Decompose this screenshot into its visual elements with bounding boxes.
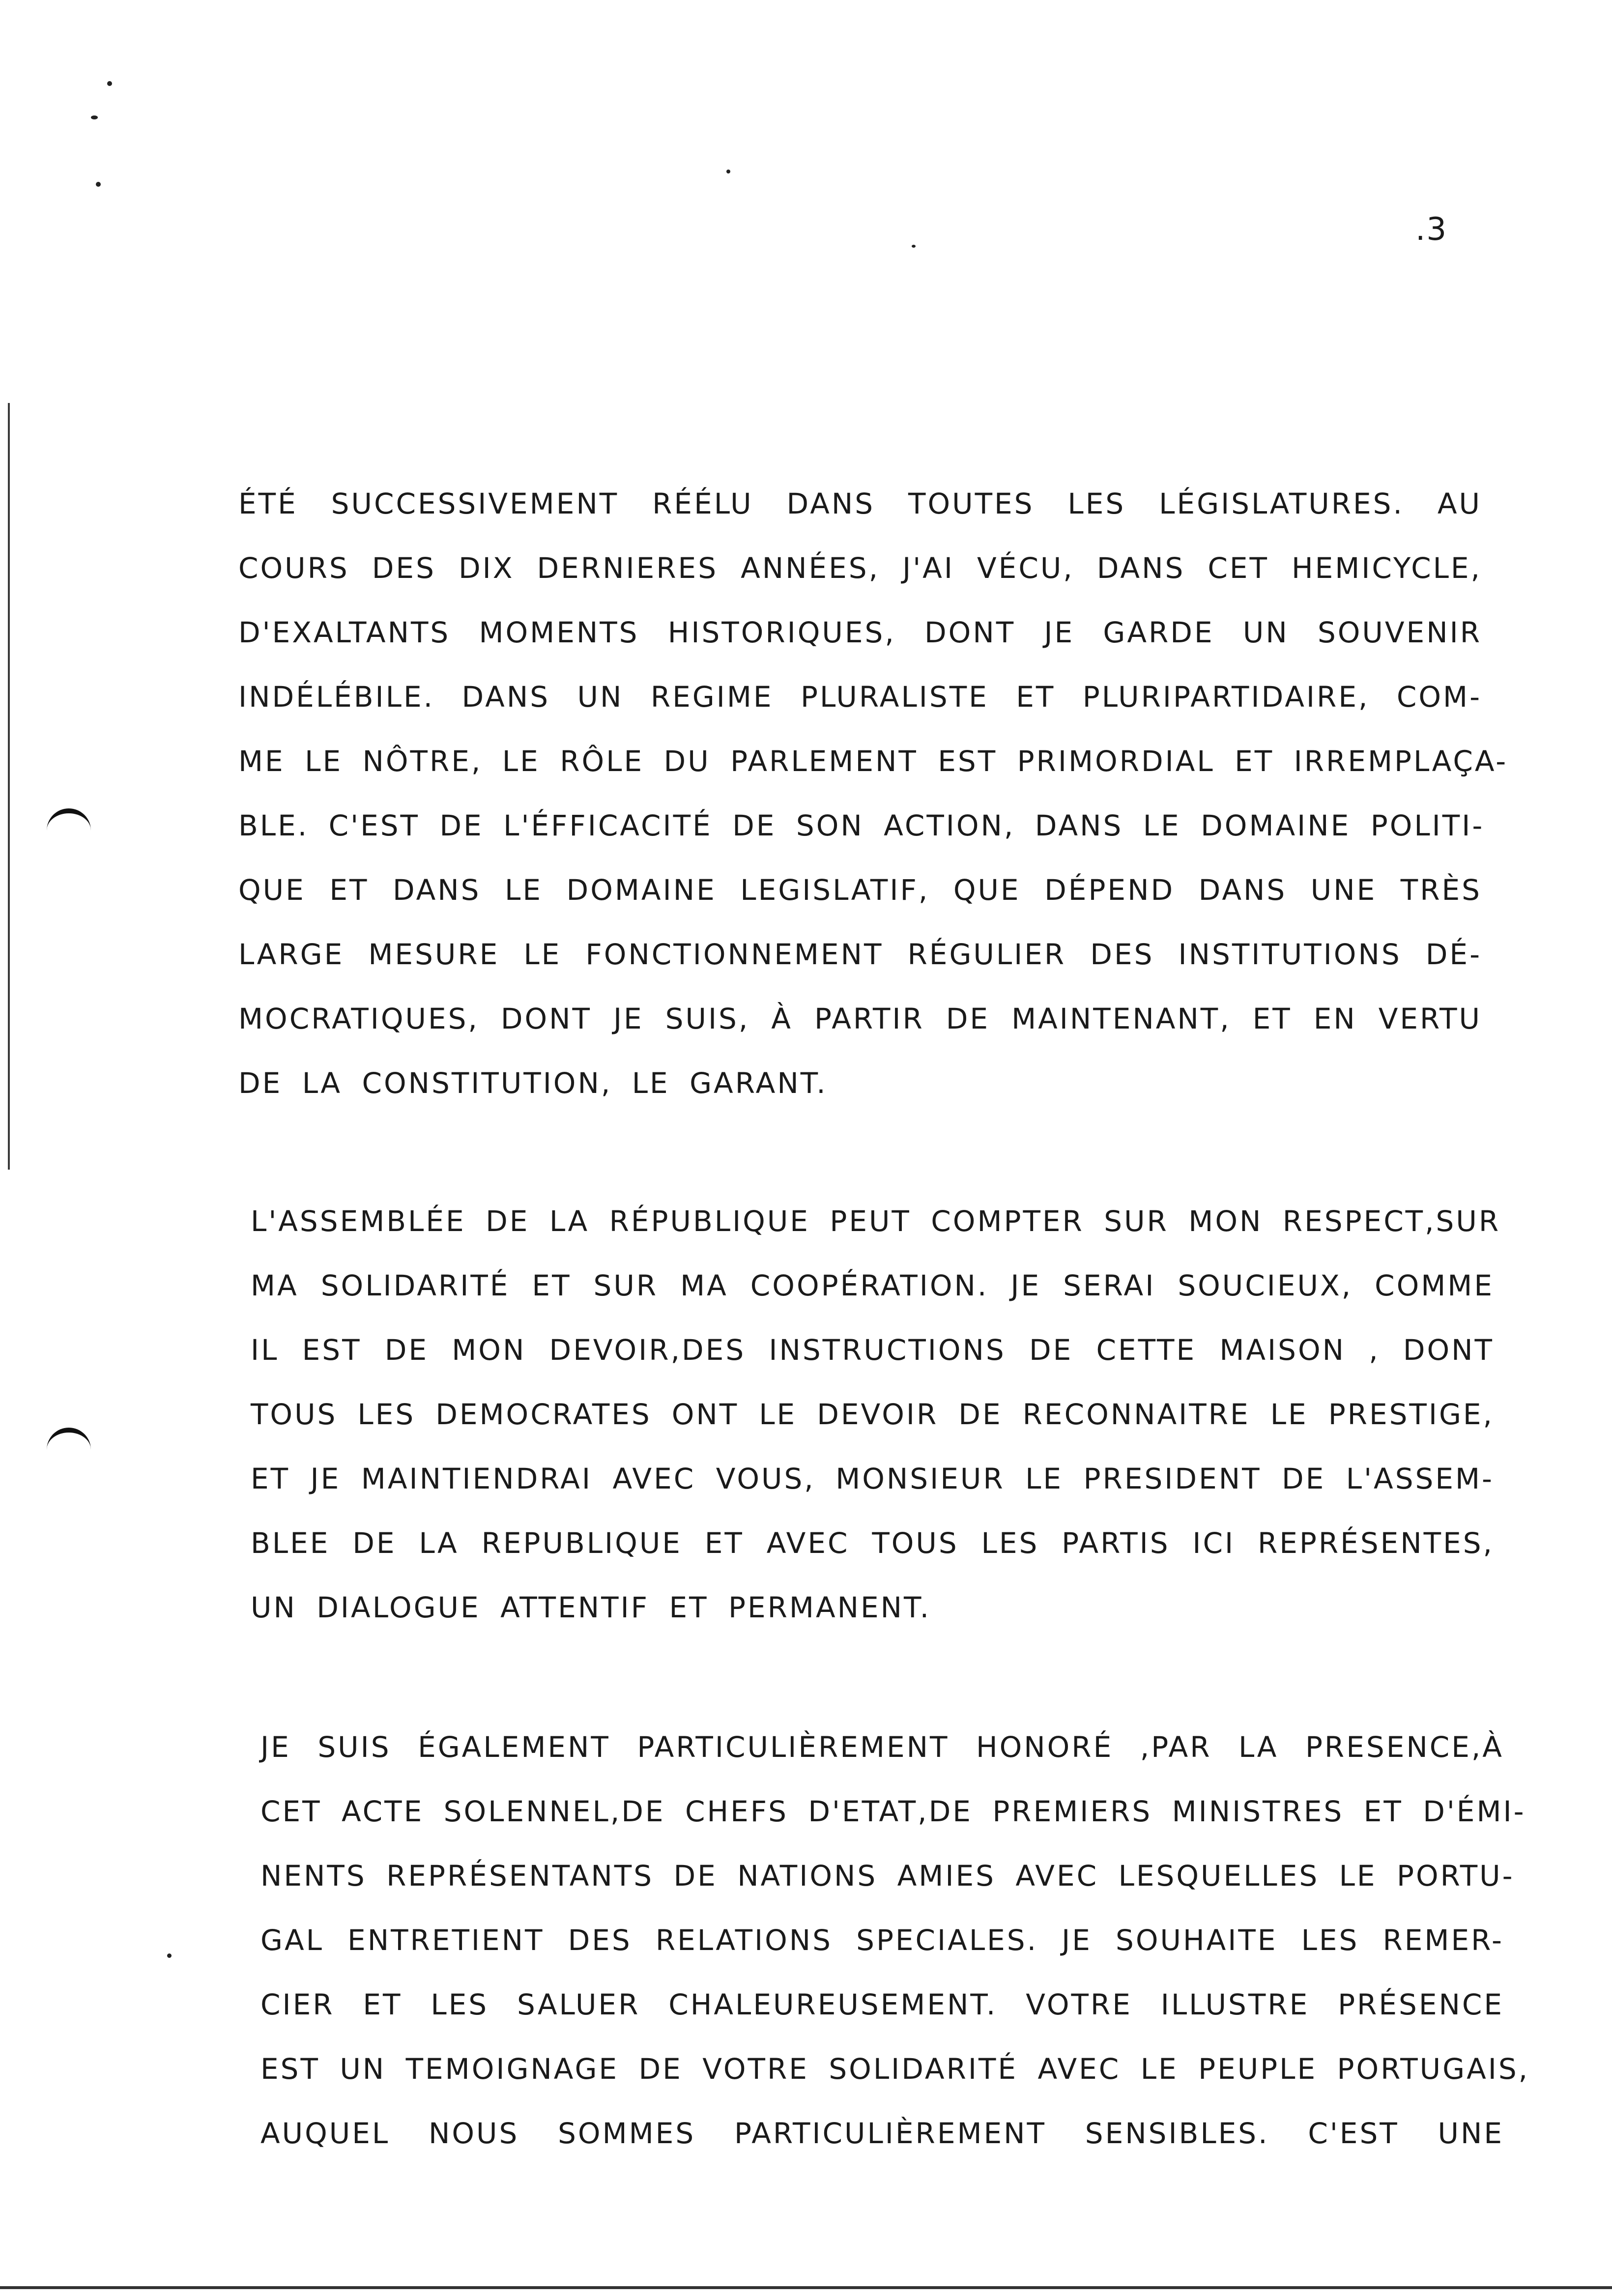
text-line: NENTS REPRÉSENTANTS DE NATIONS AMIES AVEC LESQUELLES LE PORTU-: [260, 1859, 1515, 1893]
text-line: D'EXALTANTS MOMENTS HISTORIQUES, DONT JE GARDE UN SOUVENIR: [238, 616, 1482, 649]
scan-speck: [96, 182, 101, 187]
scan-speck: [91, 115, 98, 119]
text-line: JE SUIS ÉGALEMENT PARTICULIÈREMENT HONORÉ ,PAR LA PRESENCE,À: [260, 1730, 1504, 1764]
paragraph-1: [238, 472, 1508, 1116]
text-line: CIER ET LES SALUER CHALEUREUSEMENT. VOTRE ILLUSTRE PRÉSENCE: [260, 1988, 1504, 2021]
text-line: CET ACTE SOLENNEL,DE CHEFS D'ETAT,DE PREMIERS MINISTRES ET D'ÉMI-: [260, 1795, 1526, 1828]
scan-speck: [912, 245, 916, 248]
scan-speck: [167, 1953, 172, 1958]
text-line: L'ASSEMBLÉE DE LA RÉPUBLIQUE PEUT COMPTER SUR MON RESPECT,SUR: [251, 1205, 1501, 1238]
text-line: IL EST DE MON DEVOIR,DES INSTRUCTIONS DE CETTE MAISON , DONT: [251, 1333, 1494, 1367]
text-line: MOCRATIQUES, DONT JE SUIS, À PARTIR DE MAINTENANT, ET EN VERTU: [238, 1002, 1482, 1035]
text-line: COURS DES DIX DERNIERES ANNÉES, J'AI VÉCU, DANS CET HEMICYCLE,: [238, 551, 1482, 585]
text-line: ME LE NÔTRE, LE RÔLE DU PARLEMENT EST PRIMORDIAL ET IRREMPLAÇA-: [238, 745, 1508, 778]
text-line: UN DIALOGUE ATTENTIF ET PERMANENT.: [251, 1591, 931, 1624]
punch-hole-mark: [47, 808, 91, 833]
text-line: QUE ET DANS LE DOMAINE LEGISLATIF, QUE DÉPEND DANS UNE TRÈS: [238, 873, 1482, 907]
text-line: INDÉLÉBILE. DANS UN REGIME PLURALISTE ET PLURIPARTIDAIRE, COM-: [238, 680, 1482, 714]
text-line: MA SOLIDARITÉ ET SUR MA COOPÉRATION. JE SERAI SOUCIEUX, COMME: [251, 1269, 1494, 1302]
paragraph-2: [251, 1189, 1501, 1640]
scan-speck: [107, 81, 112, 86]
text-line: ÉTÉ SUCCESSIVEMENT RÉÉLU DANS TOUTES LES LÉGISLATURES. AU: [238, 487, 1482, 520]
text-line: ET JE MAINTIENDRAI AVEC VOUS, MONSIEUR LE PRESIDENT DE L'ASSEM-: [251, 1462, 1494, 1495]
scan-speck: [726, 170, 730, 173]
paragraph-3: [260, 1715, 1530, 2166]
text-line: AUQUEL NOUS SOMMES PARTICULIÈREMENT SENSIBLES. C'EST UNE: [260, 2117, 1504, 2150]
page-bottom-edge: [0, 2286, 1612, 2289]
scan-margin-line: [8, 403, 10, 1170]
text-line: EST UN TEMOIGNAGE DE VOTRE SOLIDARITÉ AVEC LE PEUPLE PORTUGAIS,: [260, 2052, 1530, 2086]
text-line: GAL ENTRETIENT DES RELATIONS SPECIALES. JE SOUHAITE LES REMER-: [260, 1923, 1504, 1957]
text-line: LARGE MESURE LE FONCTIONNEMENT RÉGULIER DES INSTITUTIONS DÉ-: [238, 938, 1482, 971]
page-number: .3: [1415, 211, 1448, 248]
punch-hole-mark: [47, 1428, 91, 1452]
text-line: DE LA CONSTITUTION, LE GARANT.: [238, 1066, 828, 1100]
text-line: BLE. C'EST DE L'ÉFFICACITÉ DE SON ACTION, DANS LE DOMAINE POLITI-: [238, 809, 1485, 842]
text-line: TOUS LES DEMOCRATES ONT LE DEVOIR DE RECONNAITRE LE PRESTIGE,: [251, 1398, 1494, 1431]
text-line: BLEE DE LA REPUBLIQUE ET AVEC TOUS LES PARTIS ICI REPRÉSENTES,: [251, 1526, 1494, 1560]
